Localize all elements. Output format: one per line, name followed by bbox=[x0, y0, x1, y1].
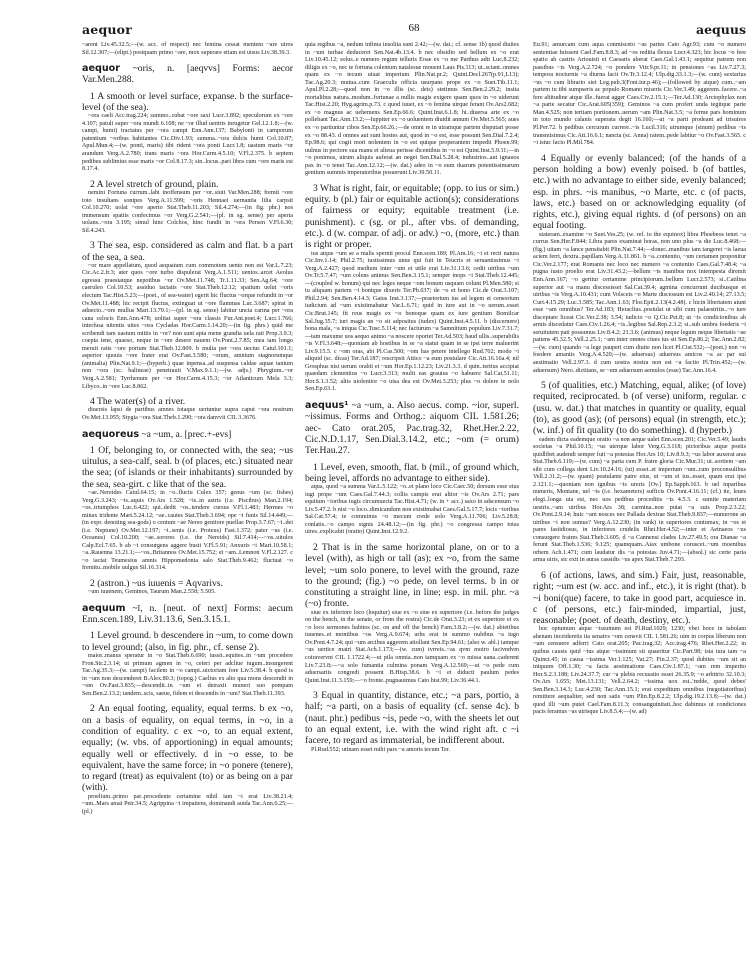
sense-definition: 3 The sea, esp. considered as calm and flat. b a part of the sea, a sea. bbox=[82, 240, 293, 263]
citation-block: ~ae..Nereides Catul.64.15; in ~o..fluctu Culex 357; genus ~um (sc. fishes) Verg.G.3.243; ~is..aquis Ov.Ars 1.528; ~is..in astris (i.e. Piscibus) Man.2.194; ~os..triumphos Luc.6.422; qui..dedit ~os..tendere cursus V.Fl.1.483; Hermes ~o minax tridente Mart.5.24.12; ~ae..cautes Stat.Theb.3.694; ope ~i funis Sil.14.449;—(in expr. denoting sea-gods) o centum ~ae Nereo genitore puellae Prop.3.7.67; ~i..dei (i.e. Neptune) Ov.Met.12.197; ~i..senis (i.e. Proteus) Fast.1.372; pater ~us (i.e. Oceanus) Col.10.200; ~ae..sorores (i.e. the Nereids) Sil.7.414;—~os..uitulos Calp.Ecl.7.65. b ab ~i consurgens aggere busti V.Fl.5.91; Anxuris ~i Mart.10.58.1; ~a..Rauenna 13.21.1;—~os..Britannos Ov.Met.15.752; et ~am..Lemnon V.Fl.2.127. c ~o iactat Teumesius amnis Hippomedonta salo Stat.Theb.9.462; fluctuat ~o fremitu..mobile uulgus Sil.16.314. bbox=[82, 490, 293, 572]
citation-block: hoc optumum atque ~issumum est Pl.Rud.1029; 1230; vbei hoce in tabolam ahenam inceideretis ita senatvs ~om censvit CIL 1.581.26; uim in corpus liberum non ~um censuere adferri Cato orat.205; Pac.trag.32; Acc.trag.476; Rhet.Her.2.22; in quibus causis quid ~ius atque ~issimum sit quaeritur Cic.Part.98; ista iura tam ~a Quinct.45; in causa ~issima Ver.1.125; Vat.27; Fin.2.37; quod dubites ~um sit an iniquum Off.1.30; ~a facta aestimatione Caes.Civ.1.87.1; ~am rem imperito Hor.S.2.3.188; Liv.24.37.7; cur ~a plebis recusatio esset 26.35.9; ~o arbitrio 32.10.3; Ov.Ars 1.655; Met.13.131; Vell.2.64.2; ~issima uox est..'redde, quod debes' Sen.Ben.3.14.3; Luc.4.230; Tac.Ann.15.1; erat expeditum omnibus (negotiatoribus) remittere aequaliter, sed non satis ~um Plin.Ep.8.2.2; Ulp.dig.19.2.13.8;—(w. dat.) quod illi ~um putet Cael.Fam.8.11.3; consanguinitati..hoc dabimus ut condiciones pacis feramus ~as utrisque Liv.8.5.4;—(w. ad) bbox=[533, 626, 746, 716]
sense-definition: 2 An equal footing, equality, equal terms. b ex ~o, on a basis of equality, on equal terms, in ~o, in a condition of equality. c ex ~o, to an equal extent, equally; (w. vbs. of apportioning) in equal amounts; equally well or effectively. d in ~o esse, to be equivalent, have the same force; in ~o ponere (tenere), to regard (treat) as equivalent (to) or as being on a par (with). bbox=[82, 703, 293, 794]
headword: aequor bbox=[82, 63, 121, 75]
citation-block: ~um iuuenem, Geminos, Taurum Man.2.558; 5.505. bbox=[88, 589, 216, 596]
citation-block: aqua, quod ~a summa Var.L.5.122; ~o..et plano loco Cic.Caec.50; dorsum esse eius iugi prope ~um Caes.Gal.7.44.3; collis campis erat altior ~is Ov.Ars 2.71; pars equitum ~ioribus iugis circumuecta Tac.Hist.4.71; (w. in + acc.) saxo in adscensum ~o Liv.5.47.2. b nisi ~o loco..dimicandum non existimabat Caes.Gal.5.17.7; locis ~ioribus Sal.Cat.57.4; te comminus ~o mecum crede solo Verg.A.11.706; Liv.5.28.8; conlatis..~o campo signis 24.48.12;—(in fig. phr.) ~o congressa campo totas uires..explicabit (oratio) Quint.Inst.12.9.2. bbox=[305, 484, 519, 536]
citation-block: stateram..examine ~o Suet.Ves.25; (w. ref. to the equinox) libra Phoebeos tenet ~a currus Sen.Her.F.844; Libra pares examinat horas, non uno plus ~a die Luc.8.468;—(fig.) uitam ~a lance pensitabit Plin.Nat.7.44;—donec..manibus iam tangeret ~is laeua aciem ferri, dextra..papillam Verg.A.11.861. b ~a..contentio, ~um certamen proponitur Cic.Ver.2.177; erat Romanis nec loco nec numero ~a contentio Caes.Gal.7.48.4; ~a pugna iusto proelio erat Liv.31.43.2;—bellum ~is manibus nox intempesta diremit Enn.Ann.167; ~o geritur certamine principiorum..bellum Lucr.2.573; si..Catilina superior aut ~a manu discessisset Sal.Cat.39.4; agmina concurrunt ducibusque et uiribus ~is Verg.A.10.431; cum Volsceis ~o Marte discessum est Liv.2.40.14; 27.13.5; Curt.4.15.29; Luc.3.585; Tac.Ann.1.63; Flor.Epit.2.13(4.2.48). c hicin libertatem aiunt esse ~am omnibus? Ter.Ad.183; Heraclius..postulat ut sibi cum palaestritis..~o iure disceptare liceat Cic.Ver.2.38; 3.54; iudicio ~o Q.Cic.Pet.8; ut ~is condicionibus ab armis discedatur Caes.Civ.1.26.4; ~is..legibus Sal.Rep.2.3.2; si..sub umbra foederis ~i seruitutem pati possumus Liv.8.4.2; 21.3.6; (animus) neque legum neque libertatis ~ae patiens 45.32.5; Vell.2.25.1; ~am inter omnes ciues ius sit Sen.Ep.86.2; Tac.Ann.2.82;—(w. cum) quando ~a lege pauperi cum diuite non licet Pl.Cist.532;—(poet.) non ~o foedere amantis Verg.A.4.520;—(w. aduersus) aduersus amicos ~a ac par sui aestimatio Vell.2.97.3. d cum uostra nostra non est ~a factio Pl.Trin.452;—(w. aduersum) Nero..dictitans, se ~um aduersum aemulos (esse) Tac.Ann.16.4. bbox=[533, 231, 746, 374]
sense-definition: 5 (of qualities, etc.) Matching, equal, alike; (of love) requited, reciprocated. b (of verse) uniform, regular. c (usu. w. dat.) that matches in quantity or quality, equal (to), as good (as); (of persons) equal (in strength, etc.); (w. inf.) of fit quality (to do something). d (hyperb.) bbox=[533, 380, 746, 437]
dictionary-entry-head bbox=[82, 603, 293, 626]
headword: aequum bbox=[82, 602, 126, 614]
sense-definition: 1 Of, belonging to, or connected with, the sea; ~us uitulus, a sea-calf, seal. b (of places, etc.) situated near the sea; (of islands or their inhabitants) surrounded by the sea, sea-girt. c like that of the sea. bbox=[82, 444, 293, 490]
citation-block: proelium..primo par..procedente certamine nihil iam ~i erat Liv.38.21.4; ~um..Mars amat Petr.34.5; Agrippina ~i impatiens, dominandi auida Tac.Ann.6.25;—(pl.) bbox=[82, 793, 293, 815]
citation-block: diuersis lapsi de partibus amnes totaque uertuntur supra caput ~ora nostrum Ov.Met.13.955; Stygia ~ora Stat.Theb.1.290; ~ora danvvii CIL 3.3676. bbox=[82, 407, 293, 421]
entry-forms: ~oris, n. [aeqvvs] Forms: aecor Var.Men.288. bbox=[82, 63, 293, 86]
citation-block: ~arent Liv.45.32.5;—(w. acc. of respect) nec femina cessat mentem ~are uiros Sil.12.307;—(elipt.) postquam primo ~are, mox superare etiam est uisus Liv.38.39.3. bbox=[82, 42, 293, 56]
dictionary-entry-head bbox=[82, 63, 293, 86]
column-1 bbox=[82, 42, 293, 816]
citation-block: Eu.91; amurcam cum aqua conmisceto ~as partes Cato Agr.93; cum ~o numero sententiae fuissent Cael.Fam.8.8.3; ad ~os reditta flexus Lucr.4.323; hic locus ~o fere spatio ab castris Ariouisti et Caesaris aberat Caes.Gal.1.43.1; sequitur patrem non passibus ~is Verg.A.2.724; ~o pondere Vitr.9.pr.11; in pensiones ~as Liv.7.27.3; tempora nocturnis ~a diurna facit Ov.Tr.3.12.4; Ulp.dig.33.1.3;—(w. cum) sextarius ~us ~o cum librario siet Leg.pub.3(Font.iur.p.46);—(followed by atque) cum..~am partem tu tibi sumpseris ac populo Romano miseris Cic.Ver.3.49; aggerem..facere..~a fere altitudine atque ille..fuerat agger Caes.Civ.2.15.1;—Ter.Ad.130; Arctophylax non ~a parte secatur Cic.Arat.605(359); Geminos ~a cum profert unda tegitque parte Man.4.525; non tertiam portionem..uerum ~am Plin.Nat.3.5; ~a ferme pars hominum in toto mundo calanis superata degit 16.160;—ut ~a parti prodeant ad trisuiros Pl.Per.72. b pedibus cercurum currere..~is Lucil.316; utrumque (sinum) pedibus ~is transmisimus Cic.Att.16.6.1; nancta (sc. Anna) ratem..pede labitur ~o Ov.Fast.3.565. c ~i istuc facio Pl.Mil.784. bbox=[533, 42, 746, 147]
citation-block: siue ex inferiore loco (loquitur) siue ex ~o siue ex superiore (i.e. before the judges on the bench, in the senate, or from the rostra) Cic.de Orat.3.23; et ex superiore et ex ~o loco sermones habitos (sc. on and off the bench) Fam.3.8.2;—(w. dat.) abietibus iuuenes..et montibus ~os Verg.A.9.674; urbs erat in summo nubibus ~a iugo Ov.Pont.4.7.24; qui ~um arcibus aggerem attollant Sen.Ep.94.61; (also w. abl.) iamque ~us uertice matri Stat.Ach.1.173;—(w. cum) tvrreis..~as qvm moiro facivndvm coiravervnt CIL 1.1722.4;—ut pila omnia..non tamquam ex ~o missa uana..caderent Liv.7.23.8;—~a solo fumantia culmina ponam Verg.A.12.569;—ut ~o pede cum aduersariis congredi possent B.Hisp.38.6. b ~i et diducti paulum pedes Quint.Inst.11.3.159;—~o fronte..pugnauimus Cato hist.99; Liv.36.44.1. bbox=[305, 609, 519, 684]
left-guide-word: aequor bbox=[82, 22, 133, 37]
entry-forms: ~a ~um, a. [prec.+-evs] bbox=[139, 428, 232, 440]
dictionary-entry-head bbox=[305, 400, 519, 456]
sense-definition: 2 That is in the same horizontal plane, on or to a level (with), as high or tall (as); ex ~o, from the same level; ~um solo ponere, to level with the ground, raze to the ground; (fig.) ~o pede, on level terms. b in or constituting a straight line, in line; esp. in mil. phr. ~a (~o) fronte. bbox=[305, 541, 519, 610]
citation-block: eadem dicta eademque oratio ~a non aeque ualet Enn.scen.201; Cic.Ver.5.49; laudis societas ~a Phil.10.15; ~us uterque labor Verg.G.3.118; pictoribus atque poetis quidlibet audendi semper fuit ~a potestas Hor.Ars 10; Liv.8.9.3; ~us labor auxerat aras Stat.Theb.6.119;—(w. cum) ~a parta cum P. fratre gloria Cic.Mur.31; ut..sortiem ~am sibi cum collega dent Liv.10.24.16; (ut) esset..et imperium ~um..cum proconsulibus Vell.2.31.2;—(w. quam) postulante patre eius, ut ~um ei ius..esset, quam erat ipsi 2.121.1;—quoniam non ignibus ~is ureris [Ov.] Ep.Sapph.163. b uel inparibus numeris, Montane, uel ~is (i.e. hexameters) sufficis Ov.Pont.4.16.11; (cf.) ite, leues elegi..longa uia est, nec uos pedibus proceditis ~is 4.5.3. c sumite materiam uestris..~am uiribus Hor.Ars 38; carmina..non putat ~a suis Prop.2.3.22; Ov.Pont.2.9.14; huic ~am nosces nec Pallada dextrae Stat.Theb.9.837;—numerone an uiribus ~i non sumus? Verg.A.12.230; (in rank) in superiores contumax, in ~os et pares fastidiosus, in inferiores crudelis Rhet.Her.4.52;—inter et Aetnaeos ~us consurgere fratres Stat.Theb.3.605. d ~a Cannensi clades Liv.27.49.5; ora Dianae ~a ferunt Stat.Theb.1.536; 9.125; quamquam..Aiax umbone coruscet..~um moenibus orbem Ach.1.471; cum laudatur dis ~a potestas Juv.4.71;—(absol.) sic certe paria arma uiris, sic exit in auras cassidis ~us apex Stat.Theb.7.293. bbox=[533, 436, 746, 564]
citation-block: ~or mare appellatum, quod aequatum cum commotum uento non est Var.L.7.23; Cic.Ac.2.fr.3; ater quos ~ore turbo dispulerat Verg.A.1.511; uentos..arcet Aeolus egressu praestatque nepotibus ~or Ov.Met.11.748; Tr.1.11.33; Sen.Ag.64; ~ore caeruleo Col.10.53; assiduo iactatis ~ore Stat.Theb.12.12; spatium uelut ~oris electum Tac.Hist.5.23;—(poet., of sea-water) egerit hic fluctus ~orque refundit in ~or Ov.Met.11.488; hic recipit fluctus, extinguat ut ~ore flammas Luc.3.687; spirat in aduecto..~ore mullus Mart.13.79.1;—(pl. in sg. sense) labitur uncta carina per ~ora cana celocis Enn.Ann.478; uolitat super ~ora classis Fur.Ant.poet.4; Lucr.1.766; interfusa nitentis uites ~ora Cycladas Hor.Carm.1.14.20;—(in fig. phrs.) quid me scribendi tam uastum mittis in ~or? non sunt apta mene grandia uela rati Prop.3.9.3; coepta tene, quaeso, neque in ~ore desere nauem Ov.Pont.2.7.85; mea iam longo meruit ratis ~ore portum Stat.Theb.12.809. b multa per ~ora uectus Catul.101.1; asperior quouis ~ore frater erat Ov.Fast.3.580; ~orum, amnium stagnorumque (animalia) Plin.Nat.9.1;—(hyperb.) quae inpensa..ad suspensa caldae aquae tantum non ~ora (sc. balineae) penetrauit V.Max.9.1.1;—(w. adjs.) Phrygium..~or Verg.A.2.581; Tyrrhenum per ~or Hor.Carm.4.15.3; ~or Atlanticum Mela 3.3; Libyco..in ~ore Luc.8.862. bbox=[82, 262, 293, 390]
sense-definition: 6 (of actions, laws, and sim.) Fair, just, reasonable, right; ~um est (w. acc. and inf., etc.), it is right (that). b ~i boni(que) facere, to take in good part, acquiesce in. c (of persons, etc.) fair-minded, impartial, just, reasonable; (poet. of death, destiny, etc.). bbox=[533, 569, 746, 627]
citation-block: ~ora caeli Acc.trag.224; summo..cubat ~ore saxi Lucr.3.892; speculorum ex ~ore 4.107; patuli super ~ora mundi 6.108; ne ~or illud uentris inrugetur Gel.12.1.8;—(w. campi, humi) tractatus per ~ora campi Enn.Ann.137; Babylonii in camporum patentium ~oribus habitantes Cic.Div.1.93; summa..~ora dulcis humi Col.10.87; Apul.Mun.4;—(w. ponti, maris) tibi rident ~ora ponti Lucr.1.8; uastum maris ~or arandum Verg.A.2.780; trans maris ~ora Hor.Carm.4.5.10; V.Fl.2.375. b septem pedibus sublimius esse maris ~or Col.8.17.3; sin..locus..pari libra cum ~ore maris est 8.17.4. bbox=[82, 113, 293, 173]
headword: aequus¹ bbox=[305, 400, 349, 412]
entry-forms: ~ī, n. [neut. of next] Forms: aecum Enn.scen.189, Liv.31.13.6, Sen.3.15.1. bbox=[82, 602, 293, 626]
sense-definition: 1 Level, even, smooth, flat. b (mil., of ground which, being level, affords no advantage to either side). bbox=[305, 461, 519, 484]
dictionary-entry-head bbox=[82, 429, 293, 440]
sense-definition: 1 Level ground. b descendere in ~um, to come down to level ground; (also, in fig. phr., cf. sense 2). bbox=[82, 630, 293, 653]
sense-definition: 2 (astron.) ~us iuuenis = Aqvarivs. bbox=[90, 578, 223, 590]
entry-forms: ~a ~um, a. Also aecus. comp. ~ior, superl. ~issimus. Forms and Orthog.: aiquom CIL 1.581.26; aec- Cato orat.205, Pac.trag.32, Rhet.Her.2.22, Cic.N.D.1.17, Sen.Dial.3.14.2, etc.; ~om (= orum) Ter.Hau.27. bbox=[305, 400, 519, 457]
citation-block: quia regibus ~a, nedum infima insolita sunt 2.42;—(w. dat.; cf. sense 1b) quod diuites in ~um turbae deduceret Sen.Nat.4b.13.4. b nec obsidio sed bellum ex ~o erat Liv.10.45.12; solus..e numero regum telluris Eoae ex ~o me Parthus adit Luc.8.232; diligis ex ~o, nec te fortuna colentum natalesue mouent Laus Pis.113; ut..sciant..omnes quam ex ~o tecum uiuat imperium Plin.Nat.pr.2; Quint.Decl.267(p.91,L13); Tac.Ag.20.3; mutua..cum Graeculis officia usurpans prope ex ~o Suet.Tib.11.1; Apul.Pl.2.28;—quod non in ~o illis (sc. deis) stetimus Sen.Ben.2.29.2; insita mortalibus natura..modum..fortunae a nullis magis exigere quam quos in ~o uiderunt Tac.Hist.2.20; Hyg.agrim.p.73. c quod iuuet, ex ~o femina uirque ferant Ov.Ars2.682; ex ~o magnus ac uehemens Sen.Ep.66.6; Quint.Inst.6.1.8; hi..diuersa arte ex ~o pollebant Tac.Ann.13.2;—Iuppiter ex ~o uoluentem diuidit annum Ov.Met.5.565; aues ex ~o partiuntur cibos Sen.Ep.66.26.;—de omni re in utramque partem disputari posse ex ~o 88.43. d omnes aut sunt hostes aut, quod in ~o est, esse possunt Sen.Dial.7.2.4; Ep.98.6; qui cogit mori nolentem in ~o est quique properantem impedit Phoen.99; uulnus in pectore sua manu et alieua perisse dicentibus in ~o est Quint.Inst.5.9.11;—in ~o ponimus, utrum aliquis auferat an neget Sen.Dial.5.28.4; industrios..aut ignauos pax in ~o tenet Tac.Ann.12.12;—(w. dat.) adeo in ~o eum duarum potentissimarum gentium summis imperatoribus posuerunt Liv.39.50.11. bbox=[305, 42, 519, 177]
column-3 bbox=[533, 42, 746, 717]
page-number: 68 bbox=[408, 22, 420, 34]
citation-block: ius atque ~um se a malis spernit procul Enn.scen.189; Pl.Am.16; ~i et recti natura Cic.Inv.1.14; Phil.2.75; iustissimus unus qui fuit in Teucris et seruantissimus ~i Verg.A.2.427; quod medium inter ~um et utile erat Liv.31.13.6; cedit uiribus ~um Ov.Tr.5.7.47; ~um colens animus Sen.Ben.3.15.1; semper inops ~i Stat.Theb.12.445;—(coupled w. bonum) qui nec leges neque ~om bonum usquam colunt Pl.Men.580; si tu aliquam partem ~i bonique dixeris Ter.Ph.637; de ~o et bono Cic.de Orat.3.107; Phil.2.94; Sen.Ben.4.14.3; Gaius Inst.3.137;—praetorium ius ad legem et censorium iudicium ad ~um existimabatur Var.L.6.71; quid in iure aut in ~o uerum..esset Cic.Brut.145; fit reus magis ex ~o bonoque quam ex iure gentium Bomilcar Sal.Jug.35.7; iuri magis an ~o sit adpositus (iudex) Quint.Inst.4.5.11. b (discernere) bona mala, ~a iniqua Cic.Tusc.5.114; nec facturum ~a Samnitium populum Liv.7.31.7;—tam maxume uos aequo animo ~a noscere oportet Ter.Ad.503; haud ullis..superabilis ~is V.Fl.3.648;—quoniam ab hostibus in se ~a statui quam in se ipsi terre maluerint Liv.9.15.5. c ~om oras, abi Pl.Cas.500; ~om has petere intellego Rud.702; modo ~i aliquid (sc. dicas) Ter.Ad.187; rescripsit Attico ~a eum postulare Cic.Att.16.16a.4; nil Grosphus nisi uerum orabit et ~um Hor.Ep.1.12.23; Liv.21.3.3. d quin..tertius accipiat quaedam clementius ~o Lucr.3.313; multi eas grauius ~o habuere Sal.Cat.51.11; Hor.S.1.3.52; aliis uiolentior ~o uisa dea est Ov.Met.3.253; plus ~o dolere te nolo Sen.Ep.63.1. bbox=[305, 250, 519, 393]
sense-definition: 1 A smooth or level surface, expanse. b the surface-level (of the sea). bbox=[82, 90, 293, 113]
sense-definition: 2 A level stretch of ground, plain. bbox=[90, 178, 219, 190]
right-guide-word: aequus bbox=[695, 22, 746, 37]
sense-definition: 4 Equally or evenly balanced; (of the hands of a person holding a bow) evenly poised. b (of battles, etc.) with no advantage to either side, evenly balanced; esp. in phrs. ~is manibus, ~o Marte, etc. c (of pacts, laws, etc.) based on or acknowledging equality (of rights, etc.), giving equal rights. d (of persons) on an equal footing. bbox=[533, 152, 746, 232]
citation-block: nemini Fortuna currum..labi inoffensum per ~or..siuit Var.Men.288; fremit ~ore toto insultans sonipes Verg.A.11.599; ~oris Hennaei uernantia lilia carpsit Col.10.270; uolat ~ore aperto Stat.Theb.11.203; Sil.4.274;—(in fig. phr.) nos immensum spatiis confecimus ~or Verg.G.2.541;—(pl. in sg. sense) per aperta uolans..~ora 3.195; simul hinc Colchos, hinc fundit in ~ora Persen V.Fl.6.30; Sil.4.243. bbox=[82, 189, 293, 234]
citation-block: Pl.Rud.552; utinam esset mihi pars ~a amoris tecum Ter. bbox=[311, 746, 451, 753]
column-2 bbox=[305, 42, 519, 754]
sense-definition: 3 Equal in quantity, distance, etc.; ~a pars, portio, a half; ~a parti, on a basis of equality (cf. sense 4c). b (naut. phr.) pedibus ~is, pede ~o, with the sheets let out to an equal extent, i.e. with the wind right aft. c ~i facere, to regard as immaterial, be indifferent about. bbox=[305, 690, 519, 747]
running-header bbox=[82, 22, 750, 38]
citation-block: maior..manus speratur in ~o Stat.Theb.6.690; iussit..equites..in ~um procedere Fron.Str.2.3.14; ut primum agmen in ~o, ceteri per adcliue iugum..insurgerent Tac.Ag.35.3;—(w. campi) facilem in ~o campi..uictoriam fore Liv.5.38.4. b quod is in ~um non descenderet B.Alex.80.3; (topog.) Caelius ex alto qua mons descendit in ~om Ov.Fast.3.835;—descendit..in ~um et detraxit muneri suo pompam Sen.Ben.2.13.2; tandem..scis, saeue, fidem et descendis in ~um? Stat.Theb.11.393. bbox=[82, 653, 293, 697]
sense-definition: 4 The water(s) of a river. bbox=[90, 396, 186, 408]
headword: aequoreus bbox=[82, 428, 140, 440]
sense-definition: 3 What is right, fair, or equitable; (opp. to ius or sim.) equity. b (pl.) fair or equitable action(s); considerations of fairness or equity; equitable treatment (i.e. punishment). c (sg. or pl., after vbs. of demanding, etc.). d (w. compar. of adj. or adv.) ~o, (more, etc.) than is right or proper. bbox=[305, 182, 519, 251]
